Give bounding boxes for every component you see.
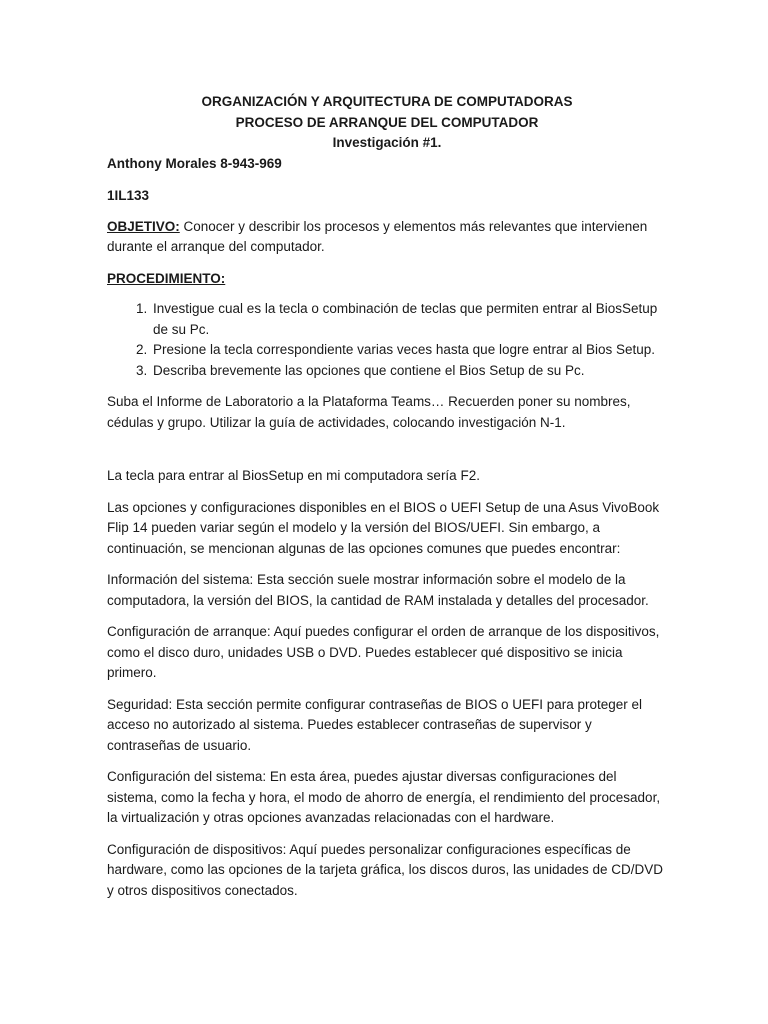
investigation-number: Investigación #1. <box>332 135 442 150</box>
answer-paragraph: Configuración de dispositivos: Aquí puedes personalizar configuraciones específicas de hardware, como las opciones de la tarjeta gráfica, los discos duros, las unidades de CD/DVD y otros dispositivos conectados. <box>107 841 664 898</box>
procedure-step: 2. Presione la tecla correspondiente varias veces hasta que logre entrar al Bios Setup. <box>151 340 667 361</box>
answer-paragraph: Seguridad: Esta sección permite configurar contraseñas de BIOS o UEFI para proteger el acceso no autorizado al sistema. Puedes establecer contraseñas de supervisor y contraseñas de usuario. <box>107 696 643 753</box>
objective-label: OBJETIVO: <box>107 218 180 234</box>
course-title: ORGANIZACIÓN Y ARQUITECTURA DE COMPUTADORAS <box>201 94 573 109</box>
answer-paragraph: La tecla para entrar al BiosSetup en mi computadora sería F2. <box>107 468 480 483</box>
answer-paragraph: Información del sistema: Esta sección suele mostrar información sobre el modelo de la computadora, la versión del BIOS, la cantidad de RAM instalada y detalles del procesador. <box>107 572 649 608</box>
procedure-list <box>107 299 667 381</box>
report-title: PROCESO DE ARRANQUE DEL COMPUTADOR <box>235 114 539 130</box>
procedure-label: PROCEDIMIENTO: <box>107 270 226 286</box>
objective-paragraph <box>107 217 667 258</box>
objective-text: Conocer y describir los procesos y elementos más relevantes que intervienen durante el arranque del computador. <box>107 218 648 254</box>
document-content <box>107 92 667 901</box>
group-code: 1IL133 <box>107 188 150 203</box>
answer-paragraph: Configuración del sistema: En esta área, puedes ajustar diversas configuraciones del sistema, como la fecha y hora, el modo de ahorro de energía, el rendimiento del procesador, la virtualización y otras opciones avanzadas relacionadas con el hardware. <box>107 769 661 825</box>
procedure-step: 1. Investigue cual es la tecla o combinación de teclas que permiten entrar al BiosSetup de su Pc. <box>151 299 667 340</box>
answer-paragraph: Configuración de arranque: Aquí puedes configurar el orden de arranque de los dispositivos, como el disco duro, unidades USB o DVD. Puedes establecer qué dispositivo se inicia primero. <box>107 624 660 680</box>
answer-paragraph: Las opciones y configuraciones disponibles en el BIOS o UEFI Setup de una Asus VivoBook Flip 14 pueden variar según el modelo y la versión del BIOS/UEFI. Sin embargo, a continuación, se mencionan algunas de las opciones comunes que puedes encontrar: <box>107 499 660 556</box>
upload-instructions: Suba el Informe de Laboratorio a la Plataforma Teams… Recuerden poner su nombres, cédulas y grupo. Utilizar la guía de actividades, colocando investigación N-1. <box>107 394 631 430</box>
procedure-step: 3. Describa brevemente las opciones que contiene el Bios Setup de su Pc. <box>151 361 667 382</box>
procedure-heading <box>107 269 667 290</box>
author-name: Anthony Morales 8-943-969 <box>107 155 282 171</box>
